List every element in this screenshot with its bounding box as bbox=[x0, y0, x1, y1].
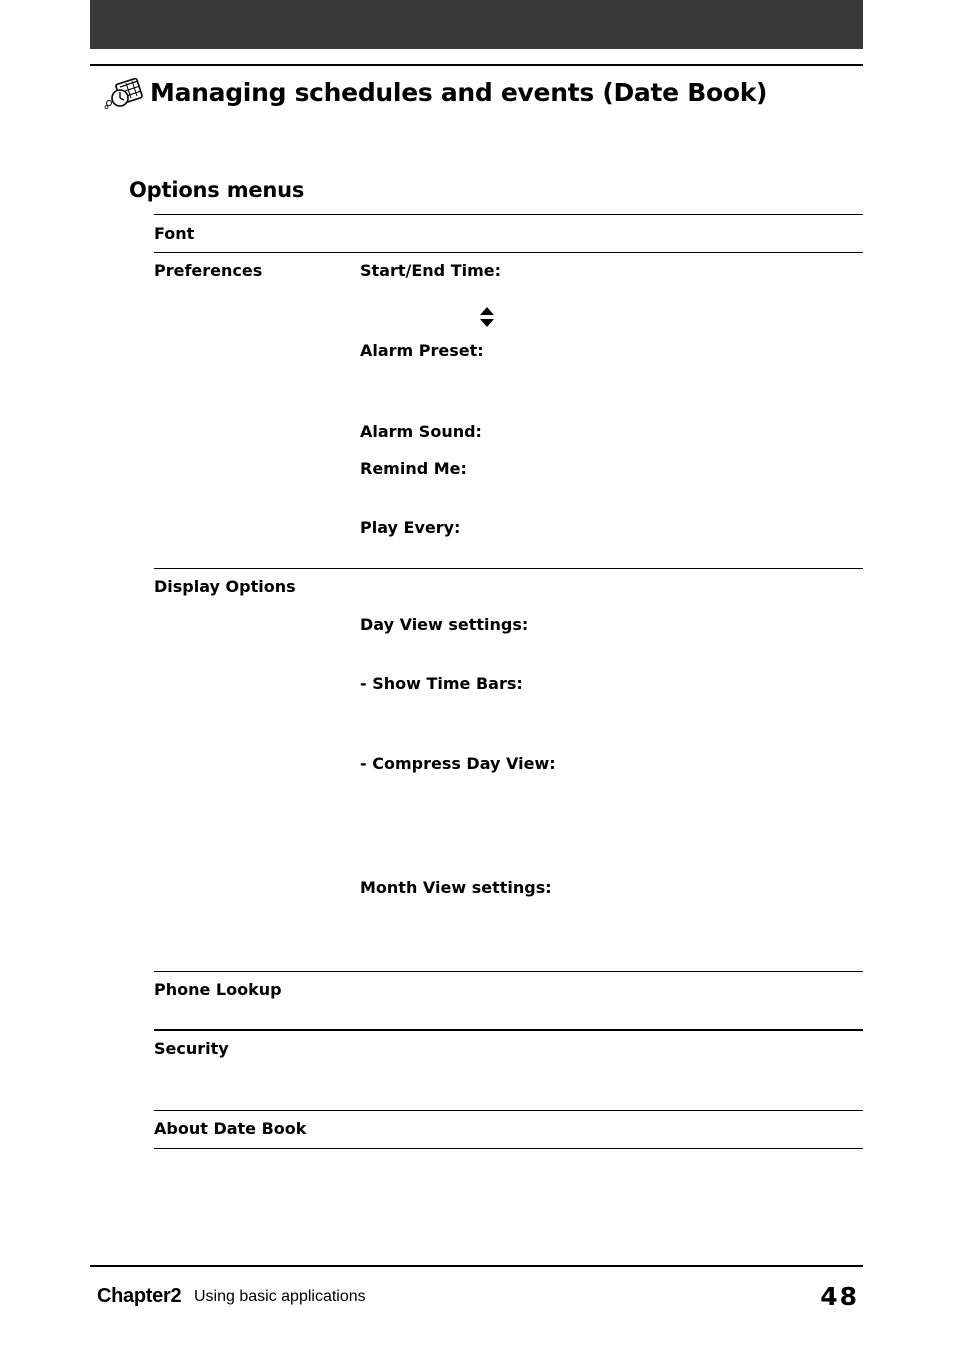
title-rule bbox=[90, 64, 863, 66]
play-every-label: Play Every: bbox=[360, 518, 461, 537]
table-rule bbox=[154, 252, 863, 253]
menu-item-display-options: Display Options bbox=[154, 577, 296, 596]
section-heading: Options menus bbox=[129, 178, 305, 202]
table-rule bbox=[154, 1148, 863, 1149]
table-rule bbox=[154, 1110, 863, 1111]
chapter-label: Chapter2 bbox=[97, 1285, 182, 1307]
month-view-settings-label: Month View settings: bbox=[360, 878, 552, 897]
menu-item-security: Security bbox=[154, 1039, 229, 1058]
date-book-icon bbox=[104, 78, 144, 110]
footer-rule bbox=[90, 1265, 863, 1267]
header-bar bbox=[90, 0, 863, 49]
compress-day-view-label: - Compress Day View: bbox=[360, 754, 556, 773]
menu-item-phone-lookup: Phone Lookup bbox=[154, 980, 282, 999]
menu-item-preferences: Preferences bbox=[154, 261, 263, 280]
up-down-arrow-icon bbox=[479, 306, 495, 328]
alarm-sound-label: Alarm Sound: bbox=[360, 422, 482, 441]
table-rule bbox=[154, 214, 863, 215]
page-title: Managing schedules and events (Date Book) bbox=[150, 78, 768, 107]
table-rule bbox=[154, 971, 863, 972]
page-number: 48 bbox=[820, 1282, 859, 1311]
menu-item-about-date-book: About Date Book bbox=[154, 1119, 307, 1138]
day-view-settings-label: Day View settings: bbox=[360, 615, 529, 634]
alarm-preset-label: Alarm Preset: bbox=[360, 341, 484, 360]
show-time-bars-label: - Show Time Bars: bbox=[360, 674, 523, 693]
start-end-time-label: Start/End Time: bbox=[360, 261, 502, 280]
table-rule bbox=[154, 1029, 863, 1031]
menu-item-font: Font bbox=[154, 224, 195, 243]
chapter-title: Using basic applications bbox=[194, 1288, 366, 1305]
remind-me-label: Remind Me: bbox=[360, 459, 467, 478]
table-rule bbox=[154, 568, 863, 569]
